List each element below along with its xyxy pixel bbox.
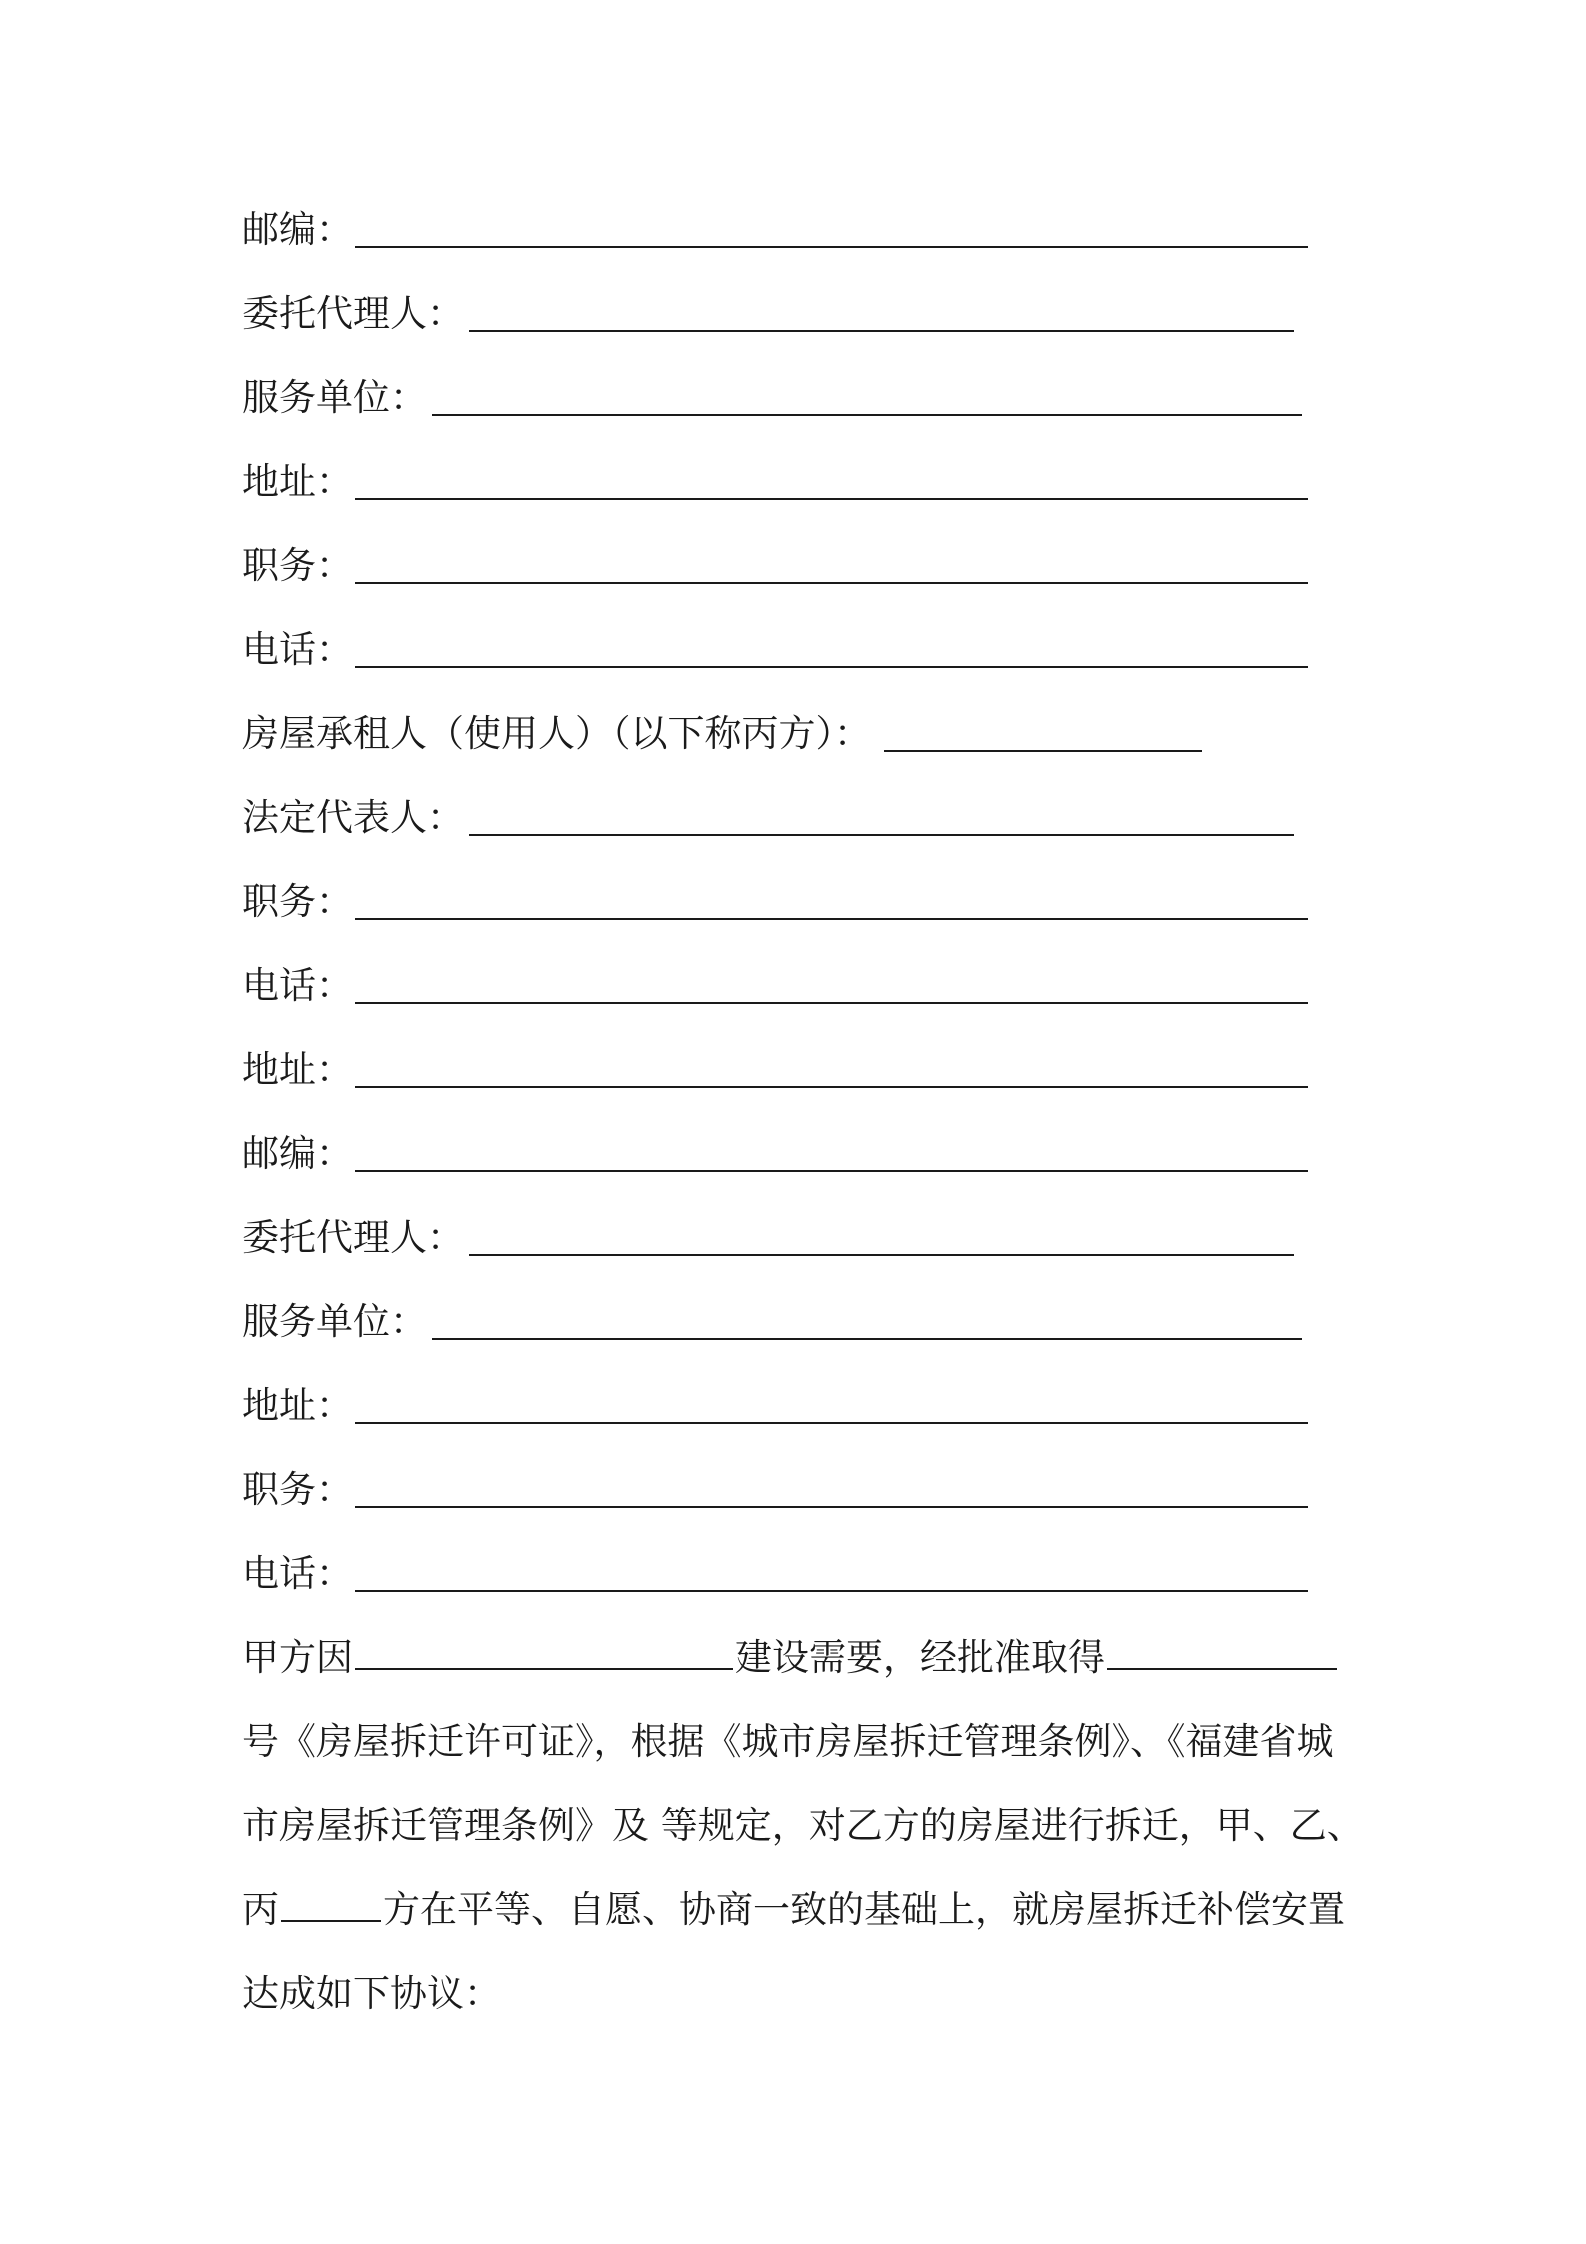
paragraph-text: 市房屋拆迁管理条例》及 等规定，对乙方的房屋进行拆迁，甲、乙、	[242, 1804, 1364, 1847]
blank-line[interactable]	[355, 1002, 1308, 1004]
paragraph-line-3	[242, 1796, 1362, 1856]
paragraph-line-5	[242, 1964, 1362, 2024]
paragraph-text: 建设需要，经批准取得	[735, 1636, 1105, 1679]
field-label: 地址：	[242, 1384, 353, 1427]
field-position	[242, 536, 353, 596]
field-label: 服务单位：	[242, 1300, 427, 1343]
field-label: 电话：	[242, 1552, 353, 1595]
field-phone	[242, 1544, 353, 1604]
field-work-unit	[242, 368, 427, 428]
blank-line[interactable]	[355, 918, 1308, 920]
blank-line[interactable]	[355, 1667, 733, 1670]
blank-line[interactable]	[884, 750, 1202, 752]
field-label: 电话：	[242, 628, 353, 671]
field-phone	[242, 620, 353, 680]
paragraph-line-2	[242, 1712, 1362, 1772]
field-phone	[242, 956, 353, 1016]
field-tenant	[242, 704, 871, 764]
paragraph-line-1	[242, 1628, 1362, 1688]
field-position	[242, 1460, 353, 1520]
field-legal-representative	[242, 788, 464, 848]
paragraph-text: 甲方因	[242, 1636, 353, 1679]
field-address	[242, 452, 353, 512]
blank-line[interactable]	[469, 330, 1294, 332]
paragraph-text: 丙	[242, 1888, 279, 1931]
field-work-unit	[242, 1292, 427, 1352]
blank-line[interactable]	[355, 666, 1308, 668]
field-address	[242, 1376, 353, 1436]
paragraph-text: 号《房屋拆迁许可证》，根据《城市房屋拆迁管理条例》、《福建省城	[242, 1720, 1334, 1763]
field-label: 电话：	[242, 964, 353, 1007]
field-agent	[242, 1208, 464, 1268]
blank-line[interactable]	[469, 1254, 1294, 1256]
field-label: 地址：	[242, 460, 353, 503]
blank-line[interactable]	[355, 1422, 1308, 1424]
field-position	[242, 872, 353, 932]
field-agent	[242, 284, 464, 344]
field-label: 委托代理人：	[242, 1216, 464, 1259]
field-label: 地址：	[242, 1048, 353, 1091]
blank-line[interactable]	[469, 834, 1294, 836]
blank-line[interactable]	[355, 1590, 1308, 1592]
field-address	[242, 1040, 353, 1100]
blank-line[interactable]	[432, 1338, 1302, 1340]
field-postcode	[242, 1124, 353, 1184]
field-label: 邮编：	[242, 1132, 353, 1175]
field-postcode	[242, 200, 353, 260]
field-label: 房屋承租人（使用人）（以下称丙方）：	[242, 712, 871, 755]
blank-line[interactable]	[355, 1506, 1308, 1508]
blank-line[interactable]	[355, 1170, 1308, 1172]
blank-line[interactable]	[1107, 1667, 1337, 1670]
paragraph-text: 方在平等、自愿、协商一致的基础上，就房屋拆迁补偿安置	[383, 1888, 1345, 1931]
field-label: 职务：	[242, 544, 353, 587]
field-label: 职务：	[242, 1468, 353, 1511]
blank-line[interactable]	[281, 1919, 381, 1922]
paragraph-text: 达成如下协议：	[242, 1972, 501, 2015]
field-label: 职务：	[242, 880, 353, 923]
blank-line[interactable]	[355, 582, 1308, 584]
field-label: 法定代表人：	[242, 796, 464, 839]
field-label: 委托代理人：	[242, 292, 464, 335]
field-label: 邮编：	[242, 208, 353, 251]
paragraph-line-4	[242, 1880, 1362, 1940]
blank-line[interactable]	[432, 414, 1302, 416]
blank-line[interactable]	[355, 246, 1308, 248]
blank-line[interactable]	[355, 498, 1308, 500]
blank-line[interactable]	[355, 1086, 1308, 1088]
field-label: 服务单位：	[242, 376, 427, 419]
